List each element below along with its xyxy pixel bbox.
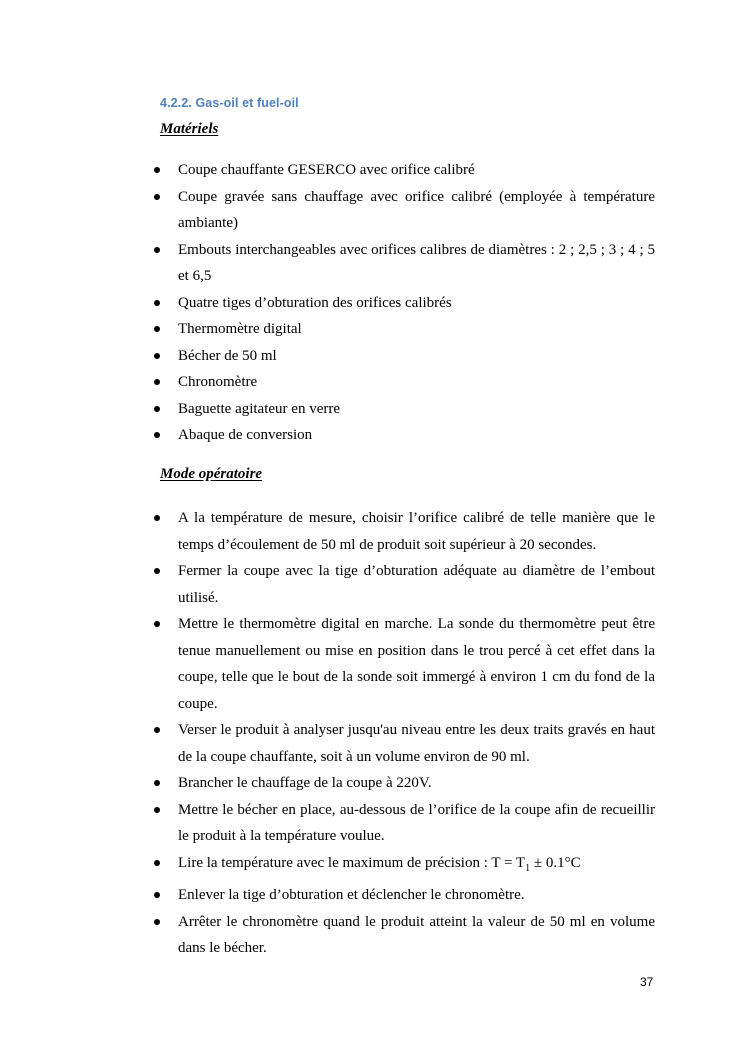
- bullet-icon: [154, 353, 160, 359]
- bullet-icon: [154, 194, 160, 200]
- list-item: Enlever la tige d’obturation et déclencher le chronomètre.: [0, 882, 655, 909]
- bullet-icon: [154, 326, 160, 332]
- bullet-icon: [154, 379, 160, 385]
- page-number: 37: [640, 975, 654, 989]
- list-item: Baguette agitateur en verre: [0, 396, 655, 423]
- bullet-icon: [154, 621, 160, 627]
- list-item: A la température de mesure, choisir l’orifice calibré de telle manière que le temps d’écoulement de 50 ml de produit soit supérieur à 20 secondes.: [0, 505, 655, 558]
- bullet-icon: [154, 432, 160, 438]
- list-item: Verser le produit à analyser jusqu'au niveau entre les deux traits gravés en haut de la coupe chauffante, soit à un volume environ de 90 ml.: [0, 717, 655, 770]
- list-item: Quatre tiges d’obturation des orifices calibrés: [0, 290, 655, 317]
- list-item: Fermer la coupe avec la tige d’obturation adéquate au diamètre de l’embout utilisé.: [0, 558, 655, 611]
- bullet-icon: [154, 247, 160, 253]
- bullet-icon: [154, 919, 160, 925]
- list-item: Chronomètre: [0, 369, 655, 396]
- bullet-icon: [154, 780, 160, 786]
- list-item: Mettre le thermomètre digital en marche. La sonde du thermomètre peut être tenue manuellement ou mise en position dans le trou percé à cet effet dans la coupe, telle que le bout de la sonde soit immergé à environ 1 cm du fond de la coupe.: [0, 611, 655, 717]
- materiels-title: Matériels: [160, 121, 219, 137]
- list-item: Coupe gravée sans chauffage avec orifice calibré (employée à température ambiante): [0, 184, 655, 237]
- list-item: Coupe chauffante GESERCO avec orifice calibré: [0, 157, 655, 184]
- bullet-icon: [154, 860, 160, 866]
- list-item: Embouts interchangeables avec orifices calibres de diamètres : 2 ; 2,5 ; 3 ; 4 ; 5 et 6,5: [0, 237, 655, 290]
- mode-operatoire-title: Mode opératoire: [160, 466, 263, 482]
- mode-operatoire-list: [0, 505, 745, 962]
- list-item: Mettre le bécher en place, au-dessous de l’orifice de la coupe afin de recueillir le produit à la température voulue.: [0, 797, 655, 850]
- bullet-icon: [154, 515, 160, 521]
- materiels-list: [0, 157, 745, 449]
- bullet-icon: [154, 807, 160, 813]
- section-heading: 4.2.2. Gas-oil et fuel-oil: [160, 96, 299, 110]
- bullet-icon: [154, 300, 160, 306]
- bullet-icon: [154, 892, 160, 898]
- list-item: Brancher le chauffage de la coupe à 220V.: [0, 770, 655, 797]
- list-item: Arrêter le chronomètre quand le produit atteint la valeur de 50 ml en volume dans le bécher.: [0, 909, 655, 962]
- bullet-icon: [154, 727, 160, 733]
- bullet-icon: [154, 568, 160, 574]
- list-item: Abaque de conversion: [0, 422, 655, 449]
- bullet-icon: [154, 167, 160, 173]
- bullet-icon: [154, 406, 160, 412]
- list-item: Bécher de 50 ml: [0, 343, 655, 370]
- list-item: Thermomètre digital: [0, 316, 655, 343]
- list-item: Lire la température avec le maximum de précision : $T = T_1 \pm 0.1^\circ C$: [0, 850, 655, 883]
